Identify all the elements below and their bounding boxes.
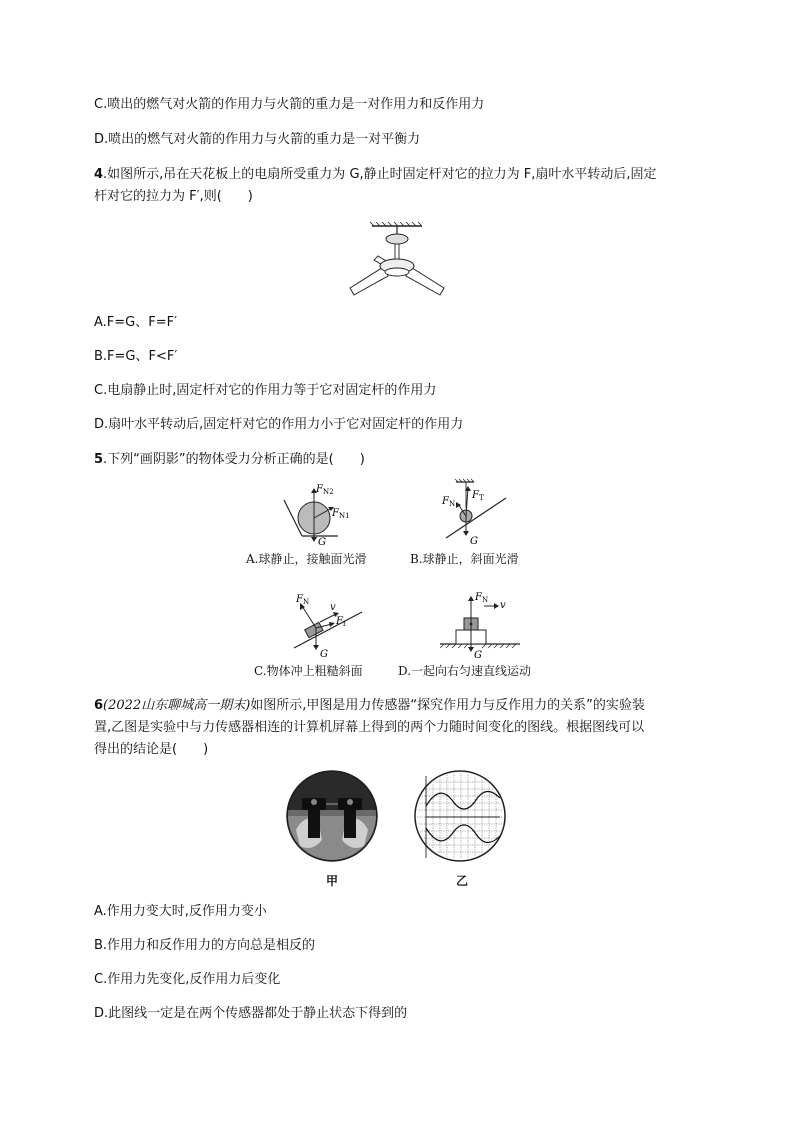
- q4-stem-line1: 4.如图所示,吊在天花板上的电扇所受重力为 G,静止时固定杆对它的拉力为 F,扇叶水平转动后,固定: [94, 167, 657, 182]
- q5-number: 5: [94, 452, 104, 467]
- q4-option-a: A.F=G、F=F′: [94, 315, 178, 330]
- label-fn2-f: F: [316, 484, 323, 495]
- q6-stem-line3: 得出的结论是( ): [94, 742, 209, 757]
- q5-caption-b: B.球静止，斜面光滑: [410, 552, 519, 566]
- q4-option-c: C.电扇静止时,固定杆对它的作用力等于它对固定杆的作用力: [94, 383, 437, 398]
- q6-option-a: A.作用力变大时,反作用力变小: [94, 904, 267, 919]
- label-fn-f: F: [475, 592, 482, 603]
- q6-stem-line2: 置,乙图是实验中与力传感器相连的计算机屏幕上得到的两个力随时间变化的图线。根据图线可以: [94, 720, 645, 735]
- q6-option-d: D.此图线一定是在两个传感器都处于静止状态下得到的: [94, 1006, 408, 1021]
- label-fn1-sub: N1: [339, 512, 350, 520]
- label-v: v: [500, 600, 506, 611]
- q6-label-yi: 乙: [456, 874, 469, 888]
- label-ft-f: F: [472, 490, 479, 501]
- q4-option-d: D.扇叶水平转动后,固定杆对它的作用力小于它对固定杆的作用力: [94, 417, 464, 432]
- label-g: G: [474, 650, 482, 660]
- label-v: v: [330, 602, 336, 613]
- q5-caption-c: C.物体冲上粗糙斜面: [254, 664, 363, 678]
- label-fn-f: F: [442, 496, 449, 507]
- q6-source: (2022山东聊城高一期末): [103, 698, 251, 713]
- q5-caption-d: D.一起向右匀速直线运动: [398, 664, 532, 678]
- label-fn1-f: F: [332, 508, 339, 519]
- label-g: G: [318, 537, 326, 548]
- q6-photo-jia: [282, 770, 388, 866]
- q6-option-c: C.作用力先变化,反作用力后变化: [94, 972, 281, 987]
- ceiling-fan-figure: [340, 222, 450, 300]
- q5-figure-b: [430, 478, 520, 548]
- q6-option-b: B.作用力和反作用力的方向总是相反的: [94, 938, 316, 953]
- q5-figure-a: [278, 478, 368, 548]
- label-g: G: [470, 536, 478, 547]
- label-ff-sub: f: [343, 620, 346, 628]
- q6-number: 6: [94, 698, 104, 713]
- q4-stem-line2: 杆对它的拉力为 F′,则( ): [94, 189, 253, 204]
- label-fn-f: F: [296, 594, 303, 605]
- q5-figure-d: [436, 588, 546, 660]
- label-fn-sub: N: [482, 596, 489, 604]
- q3-option-c: C.喷出的燃气对火箭的作用力与火箭的重力是一对作用力和反作用力: [94, 97, 485, 112]
- label-ft-sub: T: [479, 494, 484, 502]
- q5-caption-a: A.球静止，接触面光滑: [246, 552, 367, 566]
- q5-stem: 5.下列“画阴影”的物体受力分析正确的是( ): [94, 452, 365, 467]
- label-fn2-sub: N2: [323, 488, 334, 496]
- q3-option-d: D.喷出的燃气对火箭的作用力与火箭的重力是一对平衡力: [94, 132, 421, 147]
- label-fn-sub: N: [303, 598, 310, 606]
- q5-figure-c: [282, 588, 372, 660]
- q6-label-jia: 甲: [326, 874, 339, 888]
- q6-stem-line1: 6(2022山东聊城高一期末)如图所示,甲图是用力传感器“探究作用力与反作用力的关系”的实验装: [94, 698, 645, 713]
- q4-number: 4: [94, 167, 104, 182]
- label-fn-sub: N: [449, 500, 456, 508]
- label-ff-f: F: [336, 616, 343, 627]
- q6-graph-yi: [412, 770, 508, 866]
- q4-option-b: B.F=G、F<F′: [94, 349, 178, 364]
- label-g: G: [320, 649, 328, 660]
